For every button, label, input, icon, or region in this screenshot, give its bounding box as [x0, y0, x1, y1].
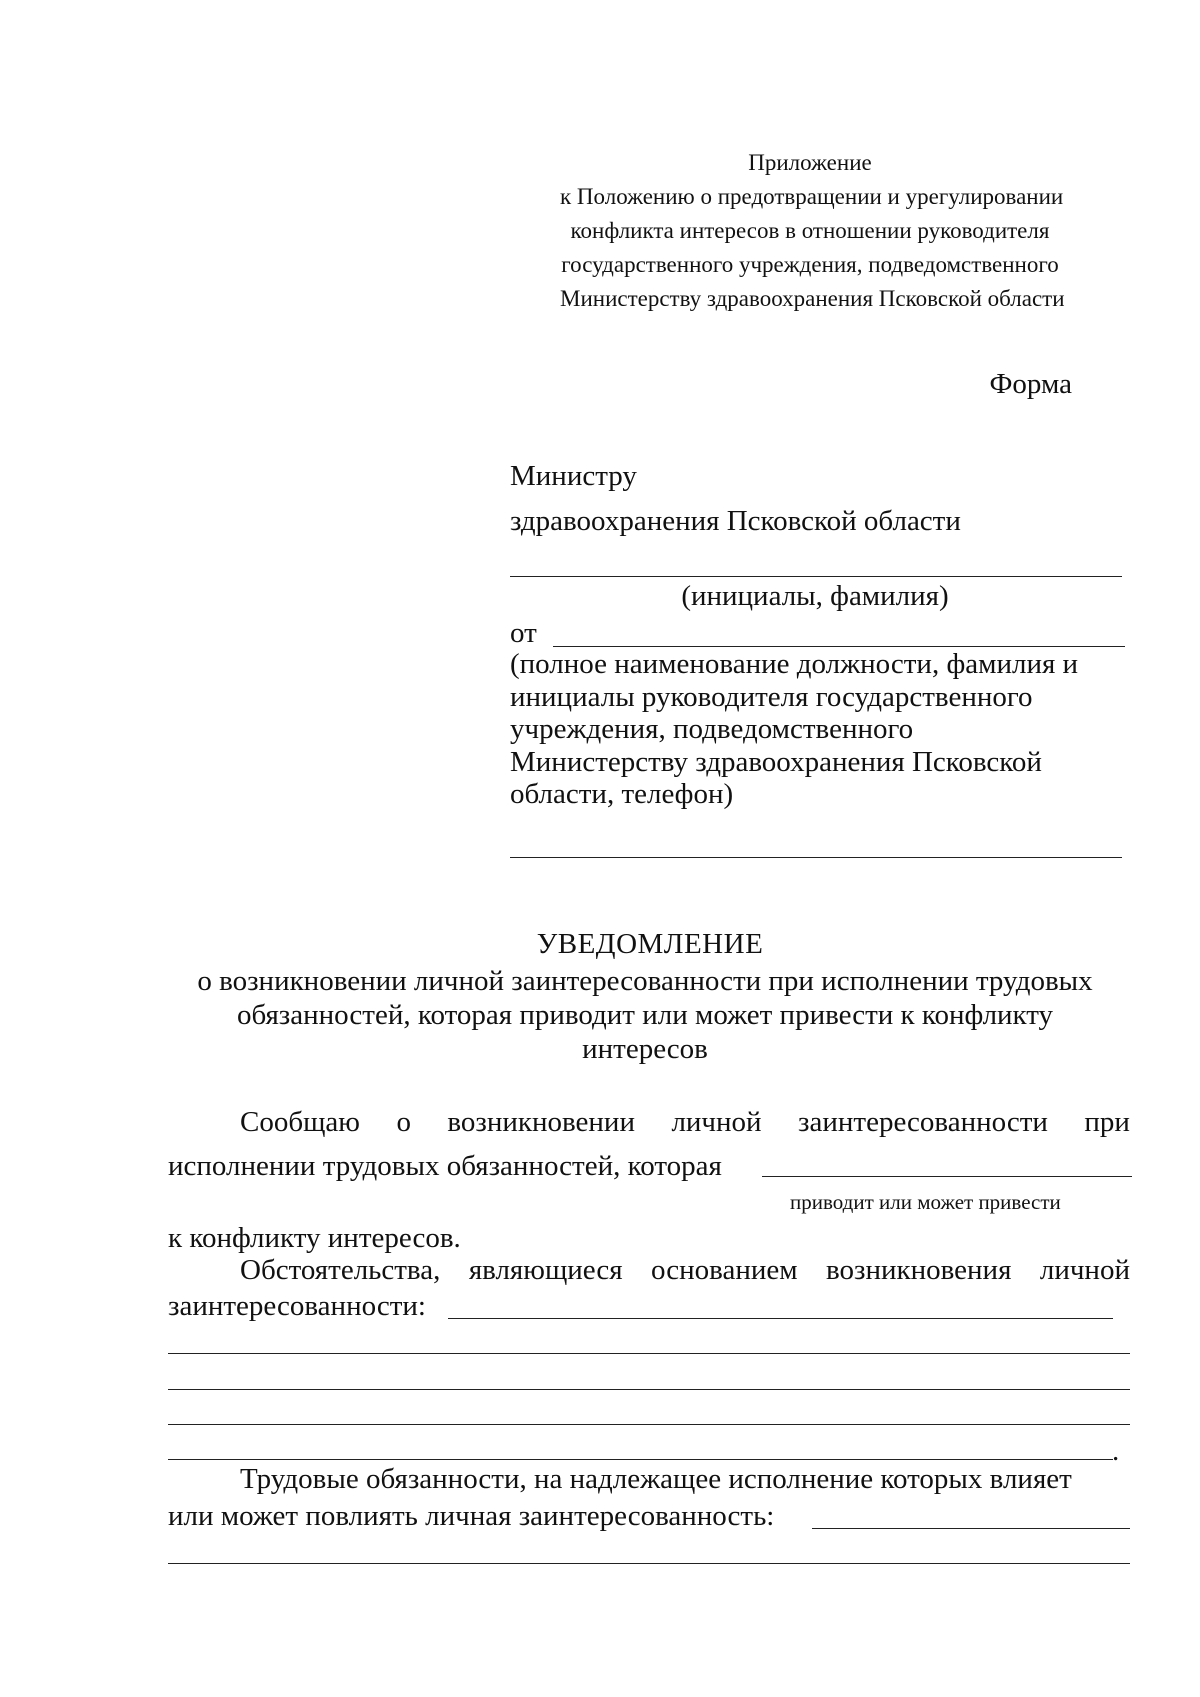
- circumstances-blank-1[interactable]: [448, 1318, 1113, 1319]
- appendix-line: Приложение: [748, 150, 872, 175]
- form-label: Форма: [989, 368, 1072, 400]
- word: заинтересованности: [798, 1106, 1048, 1138]
- paragraph-1-line-3: к конфликту интересов.: [168, 1222, 461, 1254]
- paragraph-3-line-1: Трудовые обязанности, на надлежащее исполнение которых влияет: [240, 1463, 1072, 1495]
- word: личной: [1039, 1254, 1130, 1286]
- word: Обстоятельства,: [240, 1254, 441, 1286]
- paragraph-3-line-2: или может повлиять личная заинтересованность:: [168, 1500, 775, 1532]
- word: личной: [671, 1106, 762, 1138]
- paragraph-2-line-2: заинтересованности:: [168, 1290, 426, 1322]
- addressee-line-2: здравоохранения Псковской области: [510, 505, 961, 537]
- word: Сообщаю: [240, 1106, 360, 1138]
- word: при: [1084, 1106, 1130, 1138]
- from-caption-line: инициалы руководителя государственного: [510, 680, 1033, 713]
- addressee-name-blank[interactable]: [510, 576, 1122, 577]
- appendix-line: Министерству здравоохранения Псковской области: [560, 286, 1065, 311]
- appendix-line: конфликта интересов в отношении руководителя: [570, 218, 1050, 243]
- addressee-line-1: Министру: [510, 460, 637, 492]
- paragraph-1-line-2: исполнении трудовых обязанностей, которая: [168, 1150, 722, 1182]
- conflict-caption: приводит или может привести: [790, 1190, 1061, 1214]
- duties-blank-2[interactable]: [168, 1563, 1130, 1564]
- addressee-extra-blank[interactable]: [510, 857, 1122, 858]
- word: являющиеся: [468, 1254, 623, 1286]
- notice-subtitle-line: обязанностей, которая приводит или может привести к конфликту: [236, 999, 1054, 1031]
- period-mark: .: [1112, 1435, 1120, 1467]
- appendix-line: к Положению о предотвращении и урегулировании: [560, 184, 1064, 209]
- from-blank[interactable]: [553, 646, 1125, 647]
- circumstances-blank-3[interactable]: [168, 1389, 1130, 1390]
- notice-subtitle-line: о возникновении личной заинтересованности при исполнении трудовых: [197, 965, 1093, 997]
- conflict-blank[interactable]: [762, 1176, 1132, 1177]
- word: возникновения: [826, 1254, 1012, 1286]
- word: возникновении: [447, 1106, 635, 1138]
- notice-subtitle: [160, 964, 1130, 1066]
- from-caption-line: (полное наименование должности, фамилия и: [510, 648, 1079, 680]
- from-caption-line: области, телефон): [510, 778, 734, 811]
- appendix-header: [560, 146, 1065, 316]
- initials-caption: (инициалы, фамилия): [681, 580, 949, 612]
- paragraph-2-line-1: [240, 1254, 1130, 1287]
- from-label: от: [510, 617, 537, 649]
- from-caption-line: Министерству здравоохранения Псковской: [510, 745, 1042, 778]
- circumstances-blank-4[interactable]: [168, 1424, 1130, 1425]
- duties-blank-1[interactable]: [812, 1528, 1130, 1529]
- word: основанием: [651, 1254, 798, 1286]
- circumstances-blank-2[interactable]: [168, 1353, 1130, 1354]
- notice-title: УВЕДОМЛЕНИЕ: [536, 928, 764, 960]
- notice-subtitle-line: интересов: [582, 1033, 708, 1065]
- appendix-line: государственного учреждения, подведомственного: [561, 252, 1059, 277]
- from-caption: [510, 648, 1078, 811]
- circumstances-blank-5[interactable]: [168, 1459, 1113, 1460]
- from-caption-line: учреждения, подведомственного: [510, 713, 914, 746]
- word: о: [396, 1106, 411, 1138]
- paragraph-1-line-1: [240, 1106, 1130, 1139]
